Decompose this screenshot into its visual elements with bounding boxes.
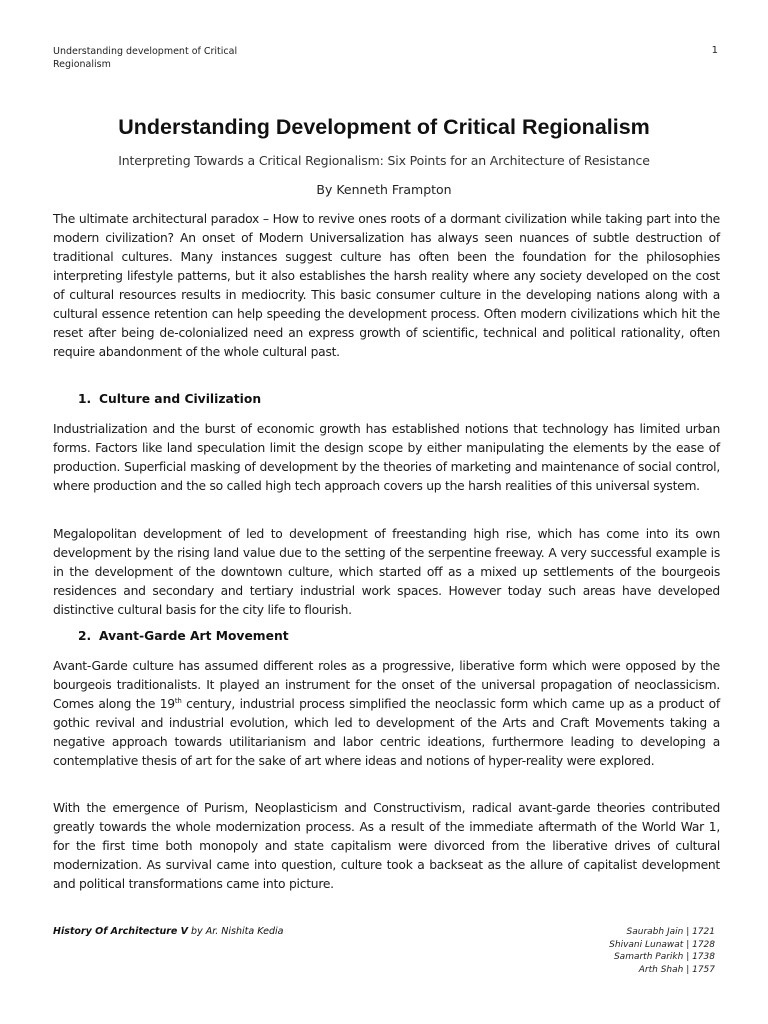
section-title: Culture and Civilization <box>99 392 262 406</box>
section-number: 1. <box>78 392 92 406</box>
footer-course <box>53 926 283 937</box>
paragraph: Industrialization and the burst of economic growth has established notions that technology has limited urban forms. Factors like land speculation limit the design scope by either manipulating the elements by the ease of production. Superficial masking of development by the theories of marketing and maintenance of social control, where production and the so called high tech approach covers up the harsh realities of this universal system. <box>53 422 720 493</box>
section-heading-avant-garde <box>78 629 289 643</box>
paragraph <box>53 657 720 771</box>
student-entry: Saurabh Jain | 1721 <box>626 927 715 937</box>
section-1-paragraph-1 <box>53 420 720 496</box>
section-number: 2. <box>78 629 92 643</box>
document-subtitle: Interpreting Towards a Critical Regionalism: Six Points for an Architecture of Resistance <box>118 153 650 168</box>
section-1-paragraph-2 <box>53 525 720 620</box>
superscript: th <box>174 696 182 705</box>
course-name: History Of Architecture V <box>53 926 189 937</box>
paragraph-text: century, industrial process simplified the neoclassic form which came up as a product of gothic revival and industrial evolution, which led to development of the Arts and Craft Movements taking a negative approach towards utilitarianism and labor centric ideations, furthermore leading to developing a contemplative thesis of art for the sake of art where ideas and notions of hyper-reality were explored. <box>53 697 720 768</box>
paragraph-text: Avant-Garde culture has assumed different roles as a progressive, liberative form which were opposed by the bourgeois traditionalists. It played an instrument for the onset of the universal propagation of neoclassicism. Comes along the 19 <box>53 659 720 711</box>
intro-paragraph <box>53 210 720 362</box>
student-entry: Samarth Parikh | 1738 <box>613 952 715 962</box>
document-title: Understanding Development of Critical Regionalism <box>118 115 650 139</box>
section-2-paragraph-1 <box>53 657 720 771</box>
instructor-name: by Ar. Nishita Kedia <box>188 926 284 937</box>
student-entry: Shivani Lunawat | 1728 <box>609 939 715 950</box>
document-author: By Kenneth Frampton <box>316 182 452 197</box>
paragraph: The ultimate architectural paradox – How to revive ones roots of a dormant civilization while taking part into the modern civilization? An onset of Modern Universalization has always seen nuances of subtle destruction of traditional cultures. Many instances suggest culture has often been the foundation for the philosophies interpreting lifestyle patterns, but it also establishes the harsh reality where any society developed on the cost of cultural resources results in mediocrity. This basic consumer culture in the developing nations along with a cultural essence retention can help speeding the development process. Often modern civilizations which hit the reset after being de-colonialized need an express growth of scientific, technical and political rationality, often require abandonment of the whole cultural past. <box>53 212 720 359</box>
running-header: Understanding development of Critical Regionalism <box>53 46 238 70</box>
paragraph: Megalopolitan development of led to development of freestanding high rise, which has come into its own development by the rising land value due to the setting of the serpentine freeway. A very successful example is in the development of the downtown culture, which started off as a mixed up settlements of the bourgeois residences and secondary and tertiary industrial work spaces. However today such areas have developed distinctive cultural basis for the city life to flourish. <box>53 527 720 617</box>
paragraph: With the emergence of Purism, Neoplasticism and Constructivism, radical avant-garde theories contributed greatly towards the whole modernization process. As a result of the immediate aftermath of the World War 1, for the first time both monopoly and state capitalism were divorced from the liberative drives of cultural modernization. As survival came into question, culture took a backseat as the allure of capitalist development and political transformations came into picture. <box>53 801 720 891</box>
footer-students <box>609 926 715 976</box>
section-title: Avant-Garde Art Movement <box>99 629 289 643</box>
section-heading-culture <box>78 392 261 406</box>
section-2-paragraph-2 <box>53 799 720 894</box>
student-entry: Arth Shah | 1757 <box>638 964 715 975</box>
page-number: 1 <box>711 45 718 56</box>
